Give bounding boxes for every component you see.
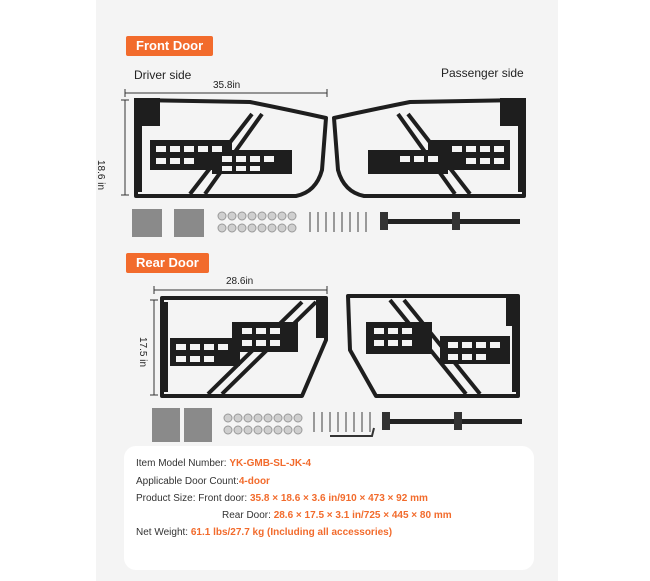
spec-weight-value: 61.1 lbs/27.7 kg (Including all accessories): [190, 527, 393, 538]
spec-size-label: Product Size: Front door:: [136, 493, 248, 504]
rear-door-badge: Rear Door: [126, 253, 209, 273]
front-height-label: 18.6 in: [95, 160, 106, 191]
driver-side-label: Driver side: [134, 68, 192, 82]
spec-size-front: [136, 493, 428, 504]
spec-count-value: 4-door: [238, 476, 270, 487]
spec-size-rear-label: Rear Door:: [222, 510, 271, 521]
rear-width-label: 28.6in: [226, 276, 254, 287]
passenger-side-label: Passenger side: [441, 66, 524, 80]
rear-height-label: 17.5 in: [137, 337, 148, 368]
front-door-badge: Front Door: [126, 36, 213, 56]
spec-size-rear-value: 28.6 × 17.5 × 3.1 in/725 × 445 × 80 mm: [273, 510, 452, 521]
spec-model-label: Item Model Number:: [136, 458, 227, 469]
spec-weight-label: Net Weight:: [136, 527, 189, 538]
spec-model-value: YK-GMB-SL-JK-4: [229, 458, 312, 469]
front-accessories: [132, 209, 520, 237]
front-width-label: 35.8in: [213, 80, 241, 91]
spec-count-label: Applicable Door Count:: [136, 476, 239, 487]
spec-weight: [136, 527, 392, 538]
driver-hinge-plate: [134, 98, 160, 126]
rear-accessories: [152, 408, 522, 442]
spec-count: [136, 476, 270, 487]
spec-model: [136, 458, 311, 469]
spec-size-rear: [222, 510, 452, 521]
spec-size-front-value: 35.8 × 18.6 × 3.6 in/910 × 473 × 92 mm: [249, 493, 428, 504]
